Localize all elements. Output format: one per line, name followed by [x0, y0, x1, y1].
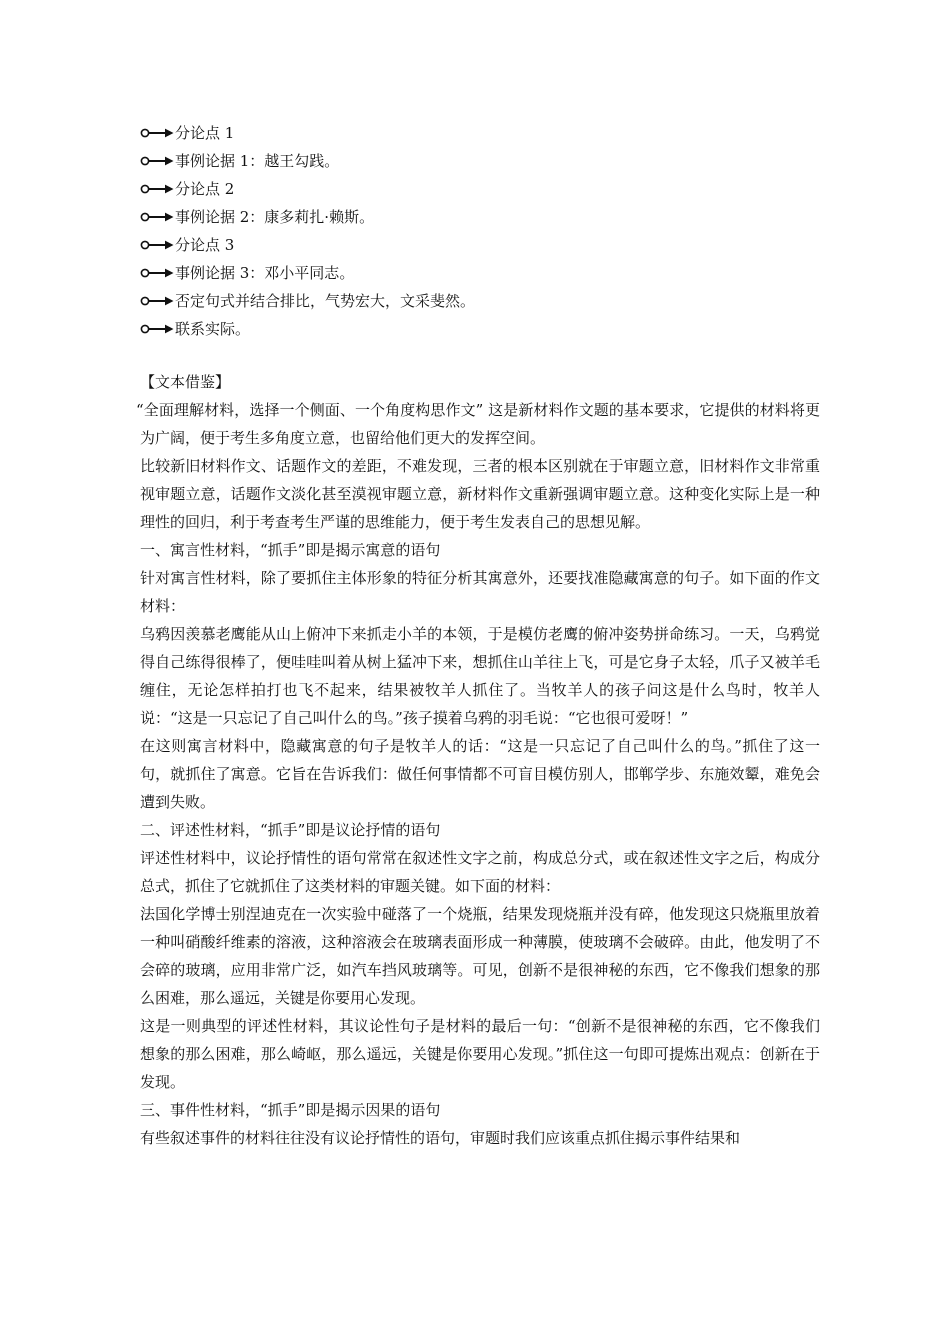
outline-item-label: 分论点 1 [175, 124, 235, 142]
subheading: 一、寓言性材料，“抓手”即是揭示寓意的语句 [140, 541, 441, 559]
outline-item [140, 119, 820, 147]
circle-arrow-icon [140, 239, 174, 251]
outline-item-label: 事例论据 2：康多莉扎·赖斯。 [175, 208, 375, 226]
circle-arrow-icon [140, 211, 174, 223]
outline-item [140, 231, 820, 259]
paragraph: “全面理解材料，选择一个侧面、一个角度构思作文” 这是新材料作文题的基本要求，它提供的材料将更为广阔，便于考生多角度立意，也留给他们更大的发挥空间。 [136, 401, 820, 447]
paragraph: 针对寓言性材料，除了要抓住主体形象的特征分析其寓意外，还要找准隐藏寓意的句子。如下面的作文材料： [140, 569, 820, 615]
outline-item [140, 287, 820, 315]
outline-item [140, 203, 820, 231]
outline-item-label: 事例论据 3：邓小平同志。 [175, 264, 355, 282]
circle-arrow-icon [140, 295, 174, 307]
material-excerpt: 法国化学博士别涅迪克在一次实验中碰落了一个烧瓶，结果发现烧瓶并没有碎，他发现这只烧瓶里放着一种叫硝酸纤维素的溶液，这种溶液会在玻璃表面形成一种薄膜，使玻璃不会破碎。由此，他发明了不会碎的玻璃，应用非常广泛，如汽车挡风玻璃等。可见，创新不是很神秘的东西，它不像我们想象的那么困难，那么遥远，关键是你要用心发现。 [140, 905, 820, 1007]
paragraph: 比较新旧材料作文、话题作文的差距，不难发现，三者的根本区别就在于审题立意，旧材料作文非常重视审题立意，话题作文淡化甚至漠视审题立意，新材料作文重新强调审题立意。这种变化实际上是一种理性的回归，利于考查考生严谨的思维能力，便于考生发表自己的思想见解。 [140, 457, 820, 531]
section-heading: 【文本借鉴】 [140, 373, 231, 391]
outline-item [140, 259, 820, 287]
subheading: 三、事件性材料，“抓手”即是揭示因果的语句 [140, 1101, 441, 1119]
circle-arrow-icon [140, 155, 174, 167]
outline-item [140, 175, 820, 203]
article-body [136, 368, 820, 1152]
paragraph: 有些叙述事件的材料往往没有议论抒情性的语句，审题时我们应该重点抓住揭示事件结果和 [140, 1129, 741, 1147]
circle-arrow-icon [140, 323, 174, 335]
outline-item [140, 147, 820, 175]
circle-arrow-icon [140, 127, 174, 139]
material-excerpt: 乌鸦因羡慕老鹰能从山上俯冲下来抓走小羊的本领，于是模仿老鹰的俯冲姿势拼命练习。一天，乌鸦觉得自己练得很棒了，便哇哇叫着从树上猛冲下来，想抓住山羊往上飞，可是它身子太轻，爪子又被羊毛缠住，无论怎样拍打也飞不起来，结果被牧羊人抓住了。当牧羊人的孩子问这是什么鸟时，牧羊人说：“这是一只忘记了自己叫什么的鸟。”孩子摸着乌鸦的羽毛说：“它也很可爱呀！” [140, 625, 820, 727]
outline-item-label: 否定句式并结合排比，气势宏大，文采斐然。 [175, 292, 476, 310]
circle-arrow-icon [140, 267, 174, 279]
outline-item [140, 315, 820, 343]
outline-item-label: 分论点 2 [175, 180, 235, 198]
paragraph: 这是一则典型的评述性材料，其议论性句子是材料的最后一句：“创新不是很神秘的东西，它不像我们想象的那么困难，那么崎岖，那么遥远，关键是你要用心发现。”抓住这一句即可提炼出观点：创新在于发现。 [140, 1017, 820, 1091]
circle-arrow-icon [140, 183, 174, 195]
argument-outline [140, 119, 820, 343]
paragraph: 评述性材料中，议论抒情性的语句常常在叙述性文字之前，构成总分式，或在叙述性文字之后，构成分总式，抓住了它就抓住了这类材料的审题关键。如下面的材料： [140, 849, 820, 895]
paragraph: 在这则寓言材料中，隐藏寓意的句子是牧羊人的话：“这是一只忘记了自己叫什么的鸟。”抓住了这一句，就抓住了寓意。它旨在告诉我们：做任何事情都不可盲目模仿别人，邯郸学步、东施效颦，难免会遭到失败。 [140, 737, 820, 811]
subheading: 二、评述性材料，“抓手”即是议论抒情的语句 [140, 821, 441, 839]
outline-item-label: 联系实际。 [175, 320, 251, 338]
outline-item-label: 事例论据 1：越王勾践。 [175, 152, 340, 170]
outline-item-label: 分论点 3 [175, 236, 235, 254]
